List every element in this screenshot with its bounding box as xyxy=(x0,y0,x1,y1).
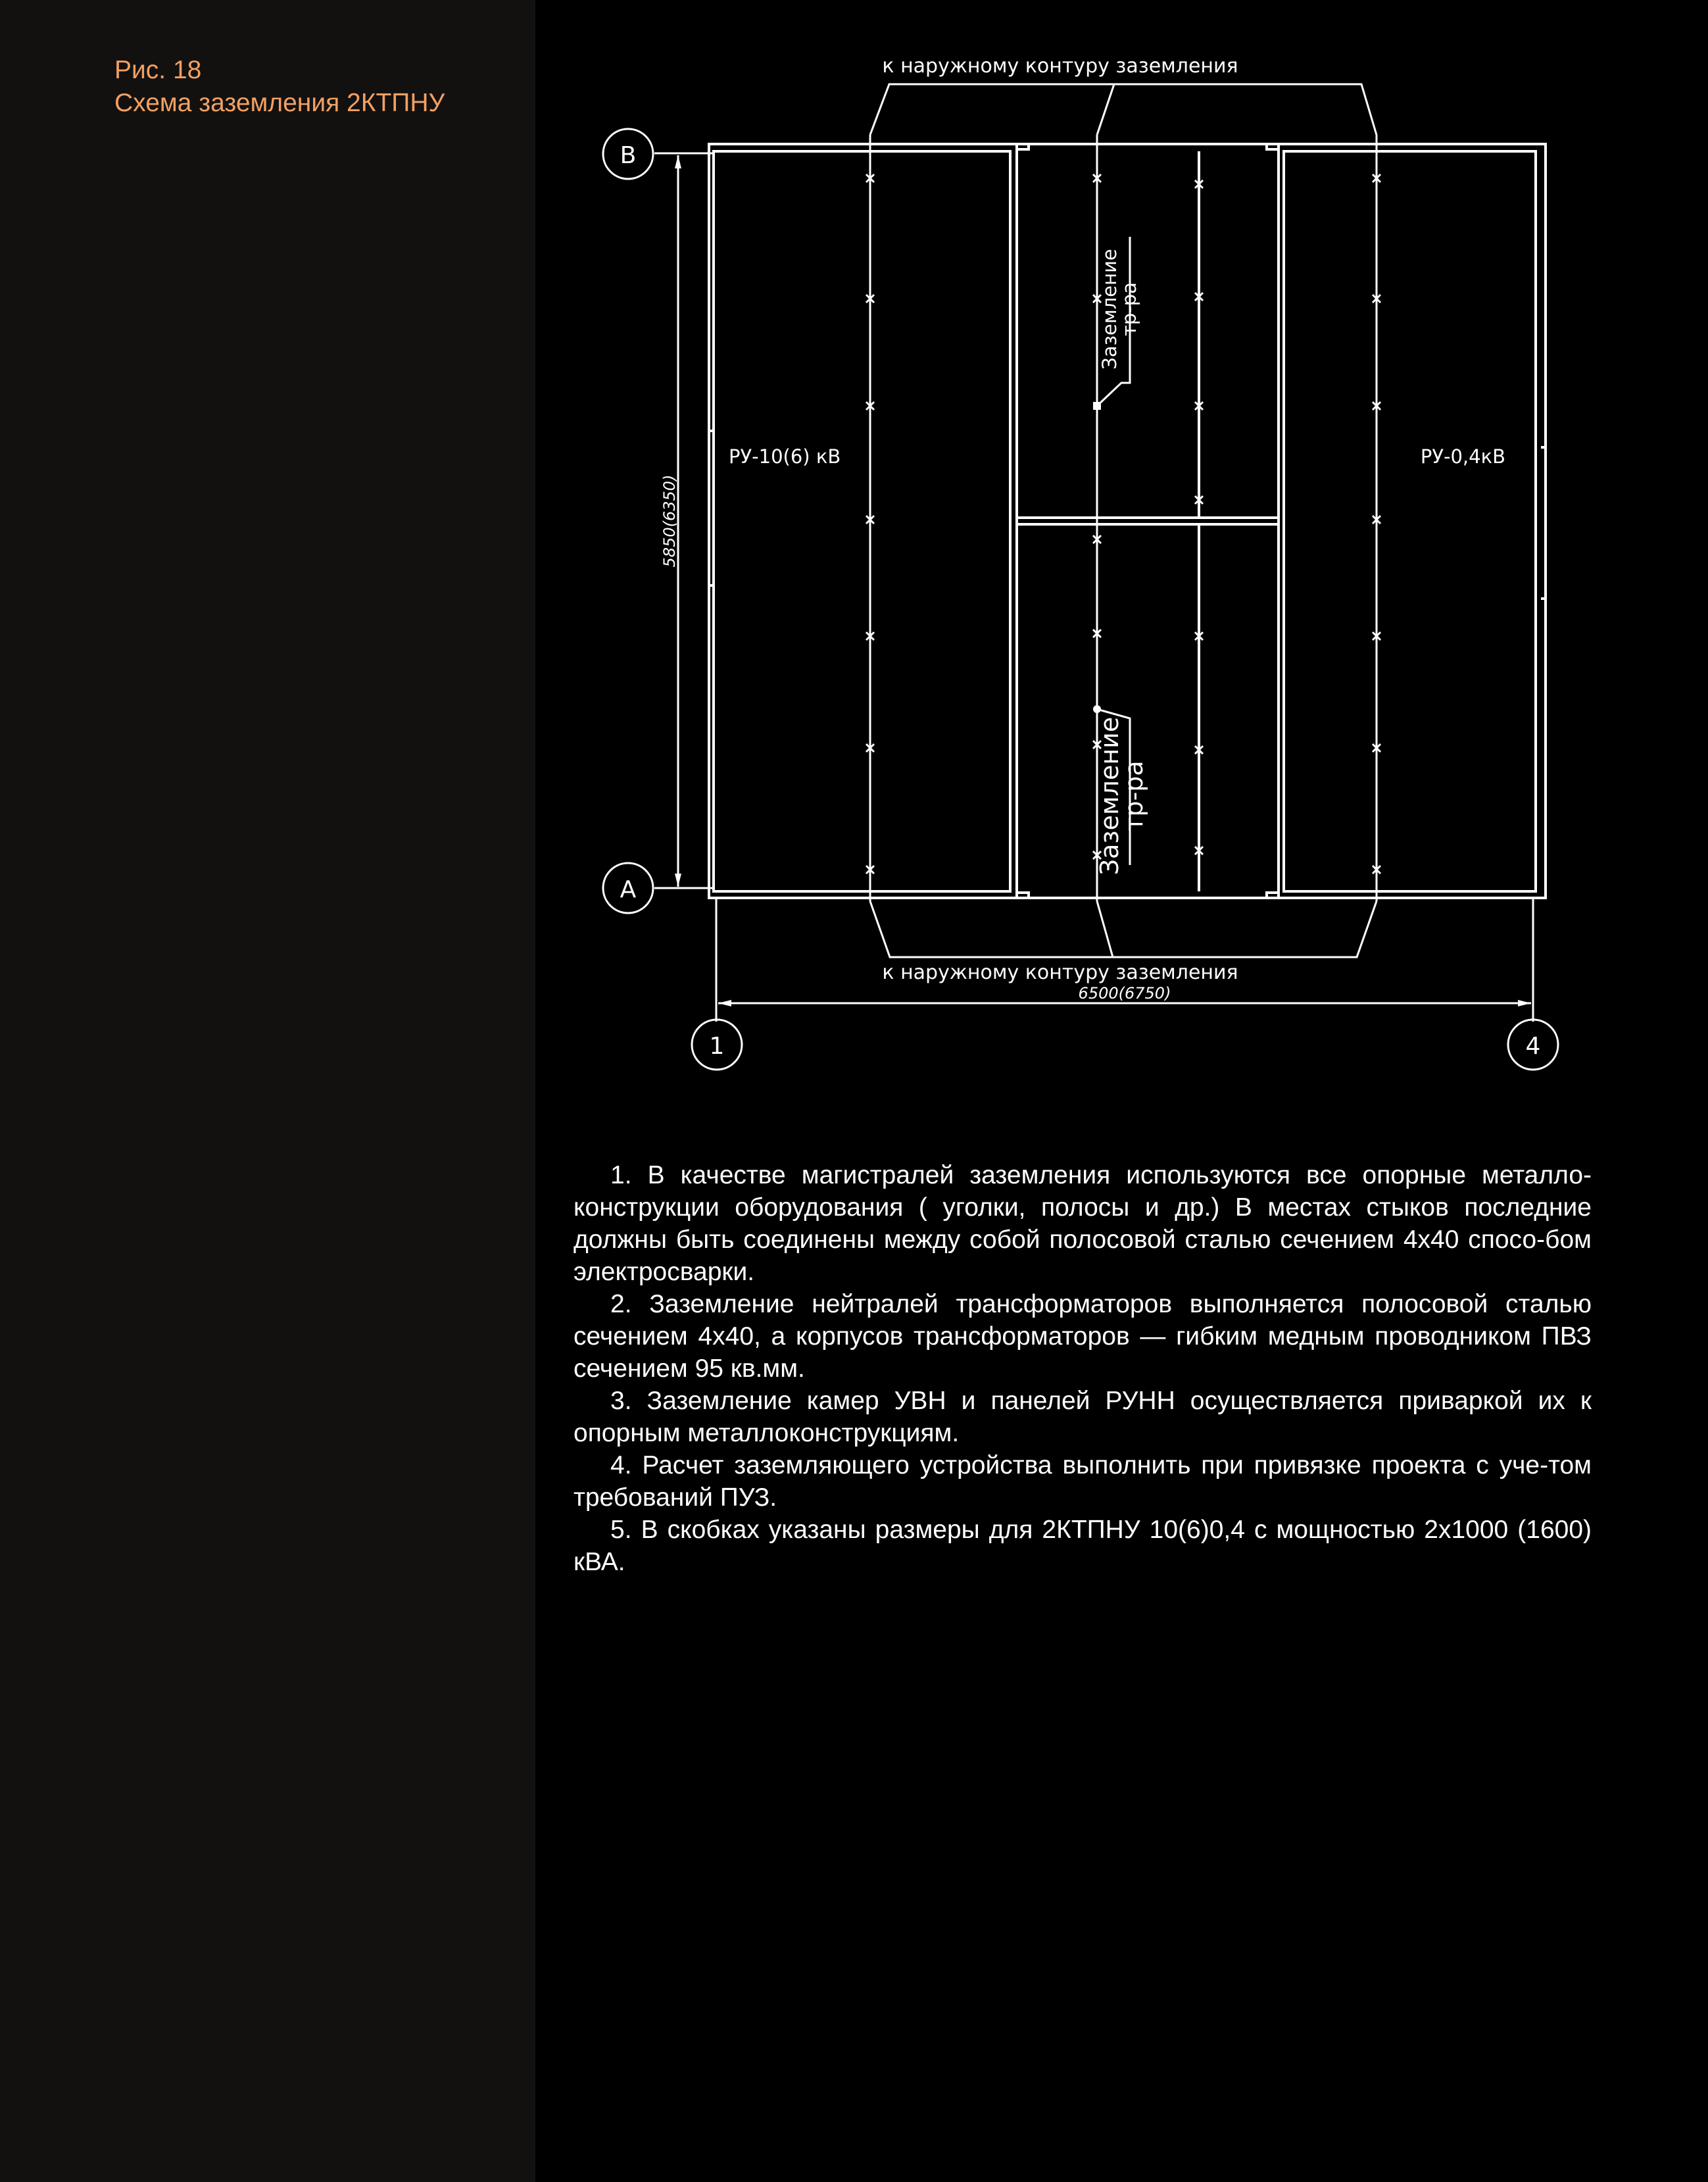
dim-height-label: 5850(6350) xyxy=(660,474,679,568)
note-1: 1. В качестве магистралей заземления используются все опорные металло-конструкции оборудования ( уголки, полосы и др.) В местах стыков последние должны быть соединены между собой полосовой сталью сечением 4х40 спосо-бом электросварки. xyxy=(573,1161,1592,1286)
axis-label-a: А xyxy=(620,876,637,903)
axis-label-1: 1 xyxy=(709,1033,725,1060)
note-4: 4. Расчет заземляющего устройства выполнить при привязке проекта с уче-том требований ПУЗ. xyxy=(573,1451,1592,1512)
transformer-ground-lower-label-1: Заземление xyxy=(1095,716,1124,876)
top-ground-lead xyxy=(870,84,1114,135)
transformer-ground-upper-label-1: Заземление xyxy=(1098,249,1121,370)
axis-label-4: 4 xyxy=(1525,1033,1541,1060)
notes-block xyxy=(573,1159,1592,1578)
note-3: 3. Заземление камер УВН и панелей РУНН осуществляется приваркой их к опорным металлоконструкциям. xyxy=(573,1387,1592,1447)
axis-label-b: В xyxy=(620,142,637,169)
room-ru04 xyxy=(1284,151,1536,891)
right-room-label: РУ-0,4кВ xyxy=(1420,445,1505,468)
room-ru10 xyxy=(714,151,1010,891)
left-room-label: РУ-10(6) кВ xyxy=(729,445,841,468)
figure-title: Схема заземления 2КТПНУ xyxy=(114,89,445,117)
transformer-ground-lower-label-2: тр-ра xyxy=(1119,760,1148,831)
note-5: 5. В скобках указаны размеры для 2КТПНУ 10(6)0,4 с мощностью 2х1000 (1600) кВА. xyxy=(573,1516,1592,1576)
figure-number: Рис. 18 xyxy=(114,56,202,84)
top-ground-label: к наружному контуру заземления xyxy=(882,55,1238,78)
transformer-ground-upper-label-2: тр-ра xyxy=(1118,282,1140,336)
bottom-ground-label: к наружному контуру заземления xyxy=(882,961,1238,984)
bottom-ground-lead xyxy=(870,901,1113,957)
note-2: 2. Заземление нейтралей трансформаторов выполняется полосовой сталью сечением 4х40, а корпусов трансформаторов — гибким медным проводником ПВЗ сечением 95 кв.мм. xyxy=(573,1290,1592,1383)
dim-width-label: 6500(6750) xyxy=(1078,984,1171,1003)
